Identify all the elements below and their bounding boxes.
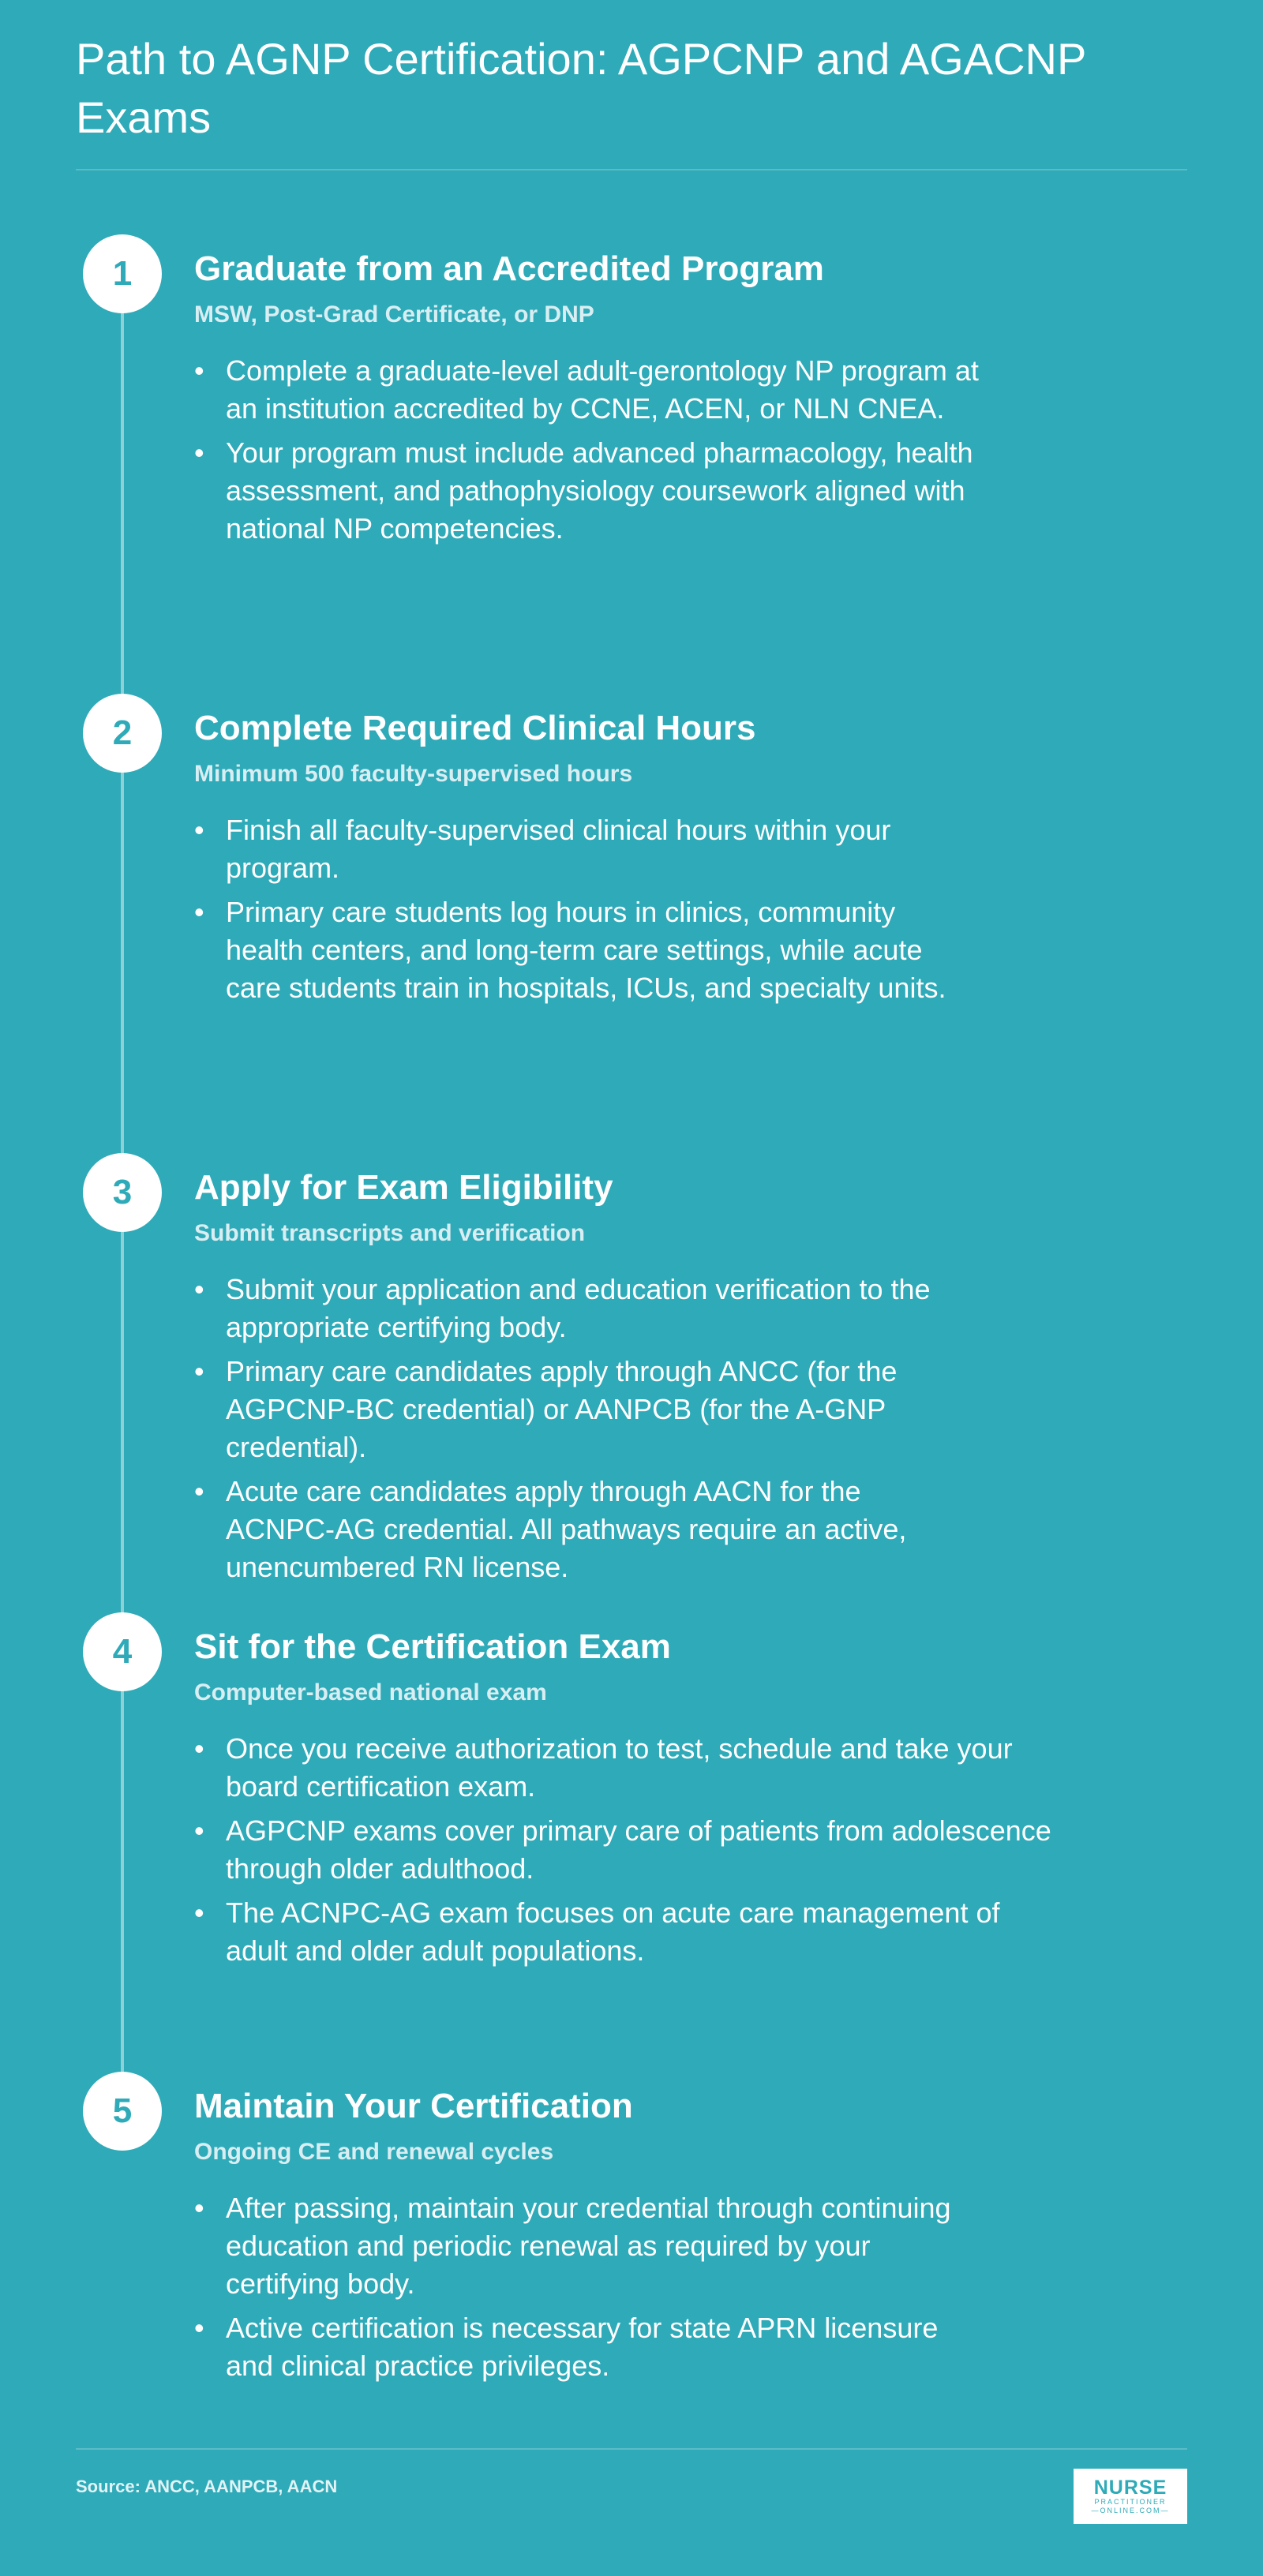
step-number-badge: 4 xyxy=(83,1612,162,1691)
step-bullet: • Your program must include advanced pharmacology, health assessment, and pathophysiology coursework aligned with national NP competencies. xyxy=(194,434,1007,548)
page-title: Path to AGNP Certification: AGPCNP and AGACNP Exams xyxy=(76,34,1086,142)
step-bullet: • Once you receive authorization to test, schedule and take your board certification exam. xyxy=(194,1730,1062,1806)
step-bullet: • Active certification is necessary for state APRN licensure and clinical practice privileges. xyxy=(194,2309,952,2385)
logo-domain: —ONLINE.COM— xyxy=(1091,2506,1170,2514)
step-bullet: • AGPCNP exams cover primary care of patients from adolescence through older adulthood. xyxy=(194,1812,1062,1888)
step-bullet: • Submit your application and education verification to the appropriate certifying body. xyxy=(194,1271,976,1346)
step-title: Maintain Your Certification xyxy=(194,2087,633,2125)
step-subtitle: Computer-based national exam xyxy=(194,1679,547,1705)
step-number-badge: 2 xyxy=(83,694,162,773)
step-bullet-list xyxy=(194,1730,1062,1976)
source-note: Source: ANCC, AANPCB, AACN xyxy=(76,2477,338,2496)
step-subtitle: Submit transcripts and verification xyxy=(194,1220,586,1246)
step-subtitle: MSW, Post-Grad Certificate, or DNP xyxy=(194,301,594,328)
step-bullet: • Complete a graduate-level adult-gerontology NP program at an institution accredited by CCNE, ACEN, or NLN CNEA. xyxy=(194,352,1007,428)
step-bullet: • After passing, maintain your credential through continuing education and periodic renewal as required by your certifying body. xyxy=(194,2189,952,2303)
step-bullet: • Acute care candidates apply through AACN for the ACNPC-AG credential. All pathways require an active, unencumbered RN license. xyxy=(194,1473,976,1586)
step-bullet: • The ACNPC-AG exam focuses on acute care management of adult and older adult populations. xyxy=(194,1894,1062,1970)
step-title: Sit for the Certification Exam xyxy=(194,1627,671,1666)
nurse-practitioner-online-logo xyxy=(1074,2469,1187,2524)
step-bullet-list xyxy=(194,352,1007,554)
step-number-badge: 5 xyxy=(83,2072,162,2151)
step-bullet: • Finish all faculty-supervised clinical hours within your program. xyxy=(194,811,952,887)
step-bullet-list xyxy=(194,2189,952,2391)
step-subtitle: Minimum 500 faculty-supervised hours xyxy=(194,761,633,787)
step-bullet-list xyxy=(194,811,952,1013)
step-bullet: • Primary care candidates apply through ANCC (for the AGPCNP-BC credential) or AANPCB (for the A-GNP credential). xyxy=(194,1353,976,1466)
step-subtitle: Ongoing CE and renewal cycles xyxy=(194,2139,554,2165)
step-number-badge: 3 xyxy=(83,1153,162,1232)
title-divider xyxy=(76,169,1187,170)
step-bullet: • Primary care students log hours in clinics, community health centers, and long-term care settings, while acute care students train in hospitals, ICUs, and specialty units. xyxy=(194,893,952,1007)
logo-tagline: PRACTITIONER xyxy=(1094,2498,1167,2507)
step-number-badge: 1 xyxy=(83,234,162,313)
step-title: Apply for Exam Eligibility xyxy=(194,1168,613,1207)
footer-divider xyxy=(76,2448,1187,2450)
step-title: Graduate from an Accredited Program xyxy=(194,249,824,288)
step-title: Complete Required Clinical Hours xyxy=(194,709,756,747)
logo-wordmark: NURSE xyxy=(1093,2477,1167,2499)
step-bullet-list xyxy=(194,1271,976,1593)
